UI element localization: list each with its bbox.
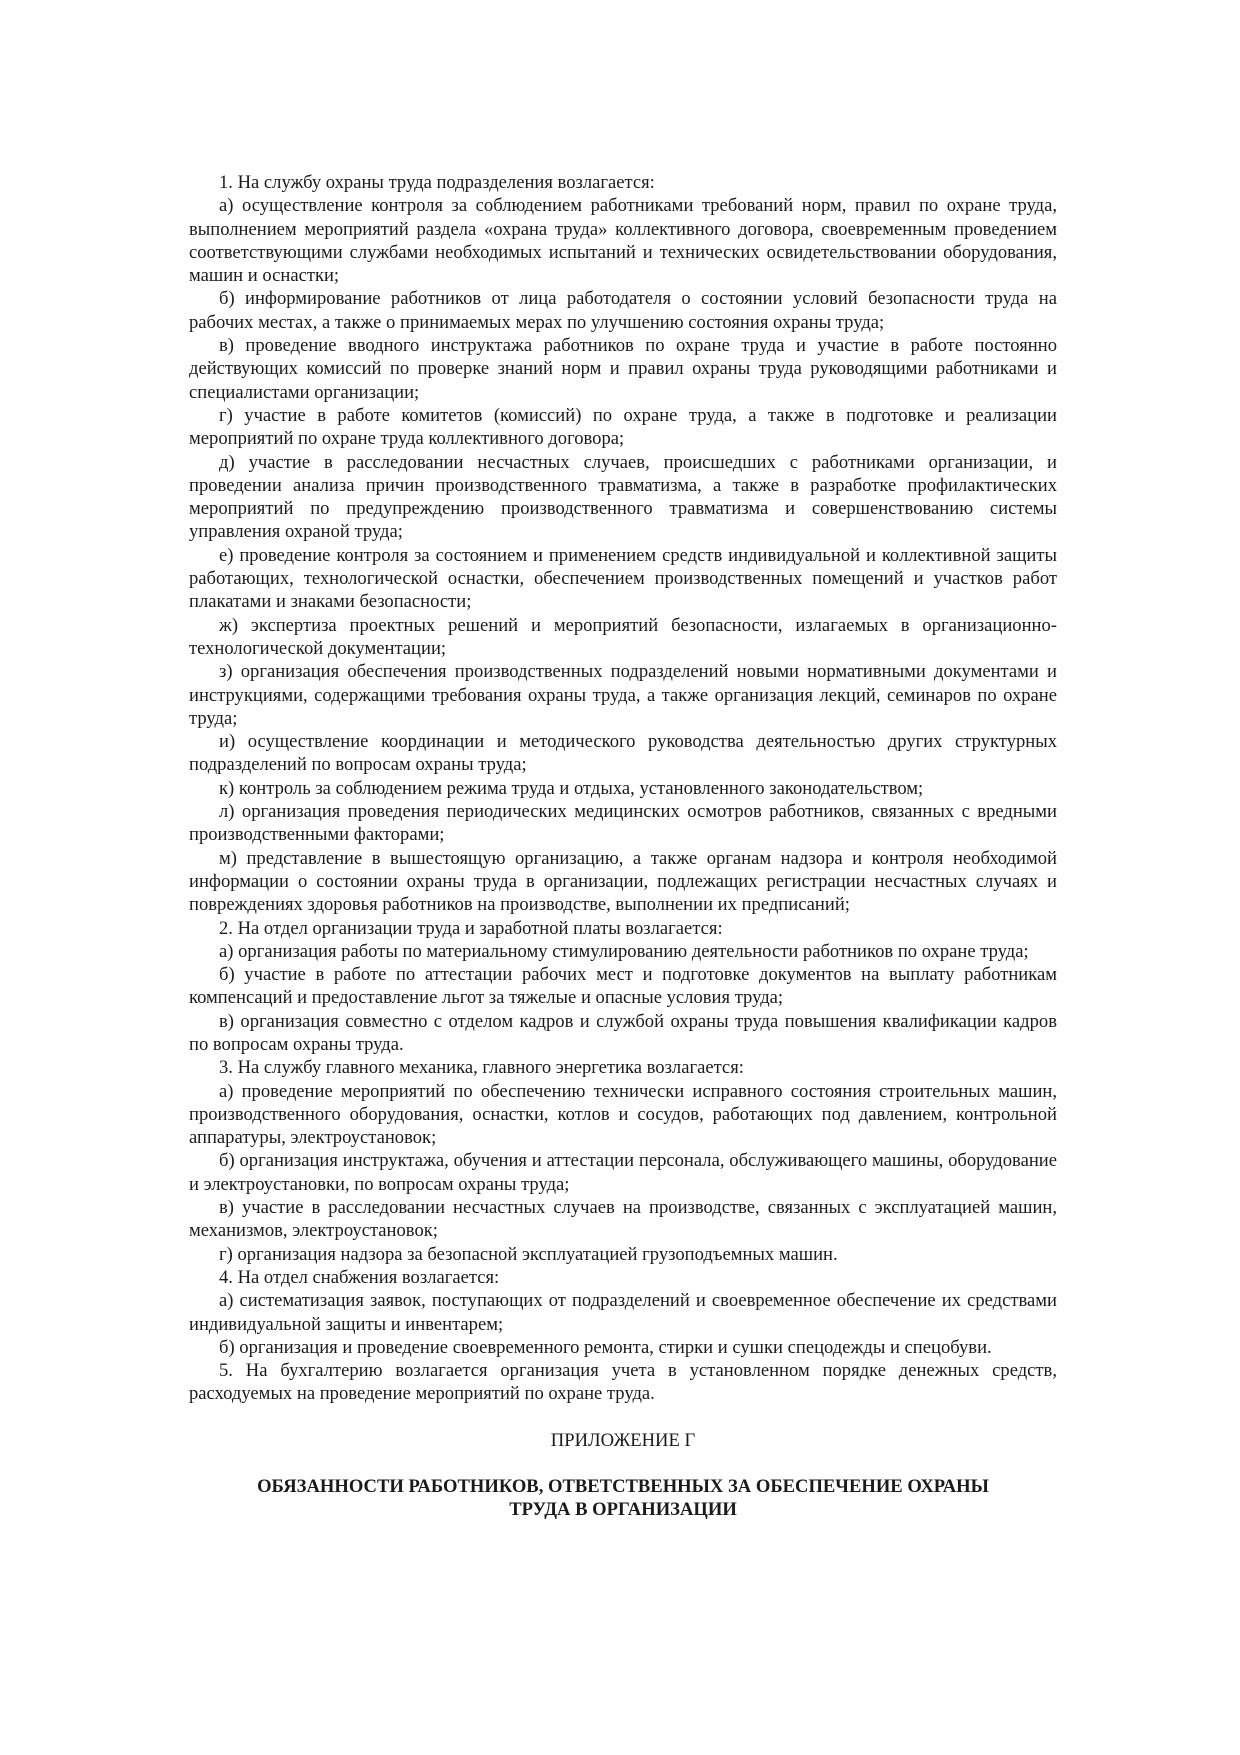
paragraph: в) организация совместно с отделом кадров и службой охраны труда повышения квалификации кадров по вопросам охраны труда. [189, 1010, 1057, 1055]
paragraph: б) организация и проведение своевременного ремонта, стирки и сушки спецодежды и спецобуви. [219, 1336, 992, 1358]
paragraph: ж) экспертиза проектных решений и мероприятий безопасности, излагаемых в организационно-технологической документации; [189, 614, 1057, 659]
paragraph: б) организация инструктажа, обучения и аттестации персонала, обслуживающего машины, оборудование и электроустановки, по вопросам охраны труда; [189, 1150, 1057, 1195]
section-heading [189, 1475, 1057, 1522]
section-heading-line: ОБЯЗАННОСТИ РАБОТНИКОВ, ОТВЕТСТВЕННЫХ ЗА ОБЕСПЕЧЕНИЕ ОХРАНЫ [257, 1476, 989, 1498]
paragraph: а) систематизация заявок, поступающих от подразделений и своевременное обеспечение их средствами индивидуальной защиты и инвентарем; [189, 1290, 1057, 1335]
paragraph: в) проведение вводного инструктажа работников по охране труда и участие в работе постоянно действующих комиссий по проверке знаний норм и правил охраны труда руководящими работниками и специалистами организации; [189, 335, 1057, 403]
paragraph: 1. На службу охраны труда подразделения возлагается: [219, 172, 655, 193]
section-heading-line: ТРУДА В ОРГАНИЗАЦИИ [509, 1499, 737, 1521]
paragraph: 5. На бухгалтерию возлагается организация учета в установленном порядке денежных средств, расходуемых на проведение мероприятий по охране труда. [189, 1360, 1057, 1405]
paragraph: к) контроль за соблюдением режима труда и отдыха, установленного законодательством; [219, 777, 924, 799]
paragraph: г) участие в работе комитетов (комиссий) по охране труда, а также в подготовке и реализации мероприятий по охране труда коллективного договора; [189, 404, 1057, 450]
paragraph: б) информирование работников от лица работодателя о состоянии условий безопасности труда на рабочих местах, а также о принимаемых мерах по улучшению состояния охраны труда; [189, 288, 1057, 333]
paragraph: м) представление в вышестоящую организацию, а также органам надзора и контроля необходимой информации о состоянии охраны труда в организации, подлежащих регистрации несчастных случаях и повреждениях здоровья работников на производстве, выполнении их предписаний; [189, 847, 1057, 916]
paragraph: а) проведение мероприятий по обеспечению технически исправного состояния строительных машин, производственного оборудования, оснастки, котлов и сосудов, работающих под давлением, контрольной аппаратуры, электроустановок; [189, 1080, 1057, 1149]
paragraph: е) проведение контроля за состоянием и применением средств индивидуальной и коллективной защиты работающих, технологической оснастки, обеспечением производственных помещений и участков работ плакатами и знаками безопасности; [189, 544, 1057, 613]
paragraph: в) участие в расследовании несчастных случаев на производстве, связанных с эксплуатацией машин, механизмов, электроустановок; [189, 1197, 1057, 1242]
paragraph: б) участие в работе по аттестации рабочих мест и подготовке документов на выплату работникам компенсаций и предоставление льгот за тяжелые и опасные условия труда; [189, 964, 1057, 1009]
paragraph: 4. На отдел снабжения возлагается: [219, 1266, 500, 1288]
paragraph: д) участие в расследовании несчастных случаев, происшедших с работниками организации, и проведении анализа причин производственного травматизма, а также в разработке профилактических мероприятий по предупреждению производственного травматизма и совершенствованию системы управления охраной труда; [189, 451, 1057, 543]
document-page [189, 171, 1057, 1522]
paragraph: 2. На отдел организации труда и заработной платы возлагается: [219, 917, 723, 939]
paragraph: а) осуществление контроля за соблюдением работниками требований норм, правил по охране труда, выполнением мероприятий раздела «охрана труда» коллективного договора, своевременным проведением соответствующими службами необходимых испытаний и технических освидетельствовании оборудования, машин и оснастки; [189, 195, 1057, 287]
paragraph: г) организация надзора за безопасной эксплуатацией грузоподъемных машин. [219, 1243, 838, 1265]
paragraph: 3. На службу главного механика, главного энергетика возлагается: [219, 1057, 744, 1079]
appendix-label: ПРИЛОЖЕНИЕ Г [550, 1429, 696, 1451]
paragraph: а) организация работы по материальному стимулированию деятельности работников по охране труда; [219, 940, 1029, 962]
paragraph: л) организация проведения периодических медицинских осмотров работников, связанных с вредными производственными факторами; [189, 801, 1057, 846]
paragraph: з) организация обеспечения производственных подразделений новыми нормативными документами и инструкциями, содержащими требования охраны труда, а также организация лекций, семинаров по охране труда; [189, 661, 1057, 729]
paragraph: и) осуществление координации и методического руководства деятельностью других структурных подразделений по вопросам охраны труда; [189, 731, 1057, 776]
